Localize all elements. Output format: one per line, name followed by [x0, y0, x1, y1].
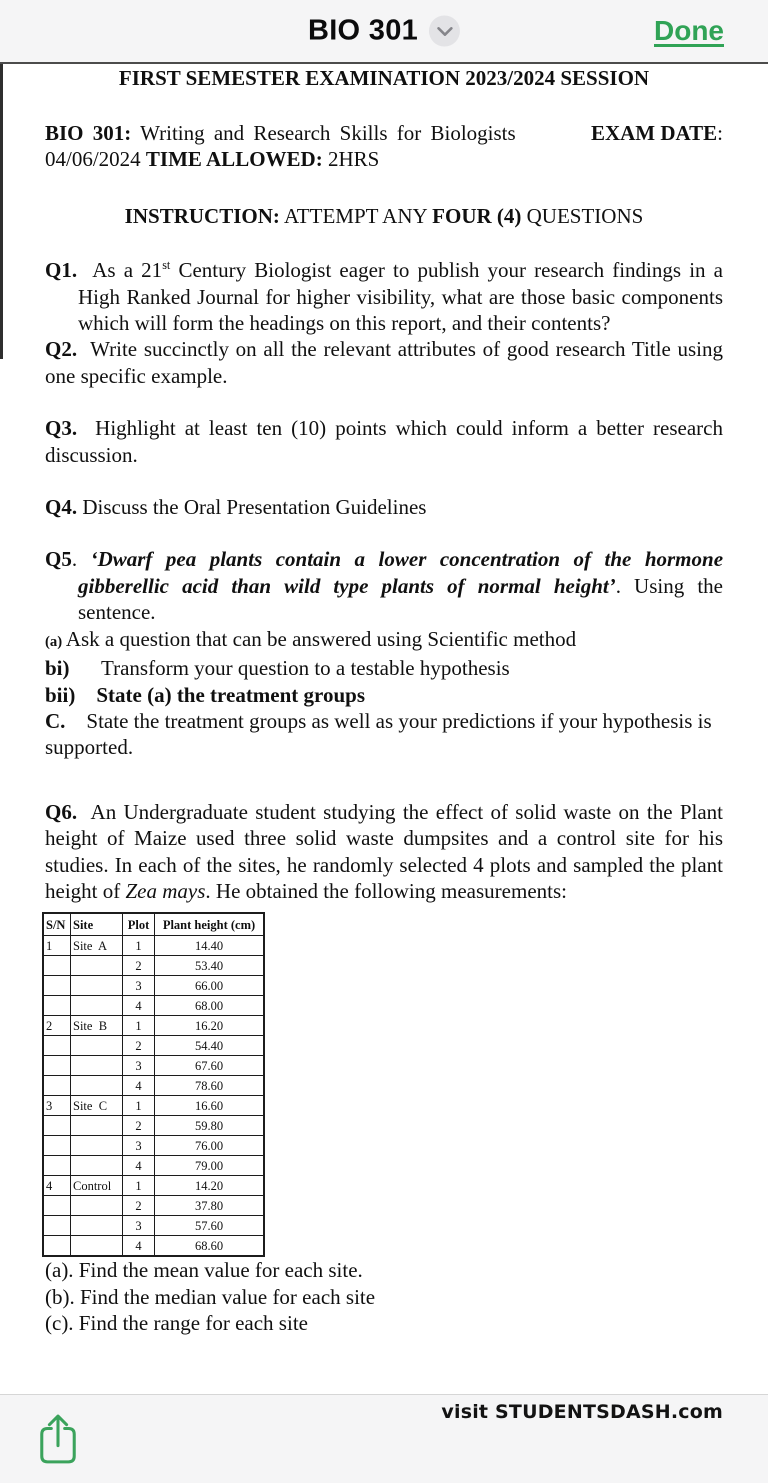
table-cell: 3	[43, 1096, 71, 1116]
question-5: Q5. ‘Dwarf pea plants contain a lower concentration of the hormone gibberellic acid than wild type plants of normal height’. Using the sentence.	[45, 547, 724, 625]
table-row	[43, 956, 264, 976]
table-cell: 1	[123, 1016, 155, 1036]
table-row	[43, 996, 264, 1016]
document-body-top	[45, 66, 723, 904]
table-cell: 59.80	[155, 1116, 265, 1136]
subquestion-a: (a). Find the mean value for each site.	[45, 1258, 363, 1283]
table-cell	[71, 1156, 123, 1176]
table-cell	[71, 1116, 123, 1136]
table-cell	[43, 1076, 71, 1096]
table-cell: 57.60	[155, 1216, 265, 1236]
table-cell: 16.60	[155, 1096, 265, 1116]
document-body-bottom	[45, 1257, 723, 1336]
bottom-bar	[0, 1394, 768, 1483]
table-cell	[71, 1036, 123, 1056]
table-cell: 14.20	[155, 1176, 265, 1196]
table-row	[43, 1036, 264, 1056]
table-cell: Site C	[71, 1096, 123, 1116]
table-cell: 1	[123, 936, 155, 956]
table-cell	[71, 1196, 123, 1216]
table-cell	[71, 996, 123, 1016]
table-row	[43, 936, 264, 956]
table-cell: 4	[43, 1176, 71, 1196]
question-2: Q2. Write succinctly on all the relevant attributes of good research Title using one specific example.	[45, 337, 723, 388]
course-info-line-2: 04/06/2024 TIME ALLOWED: 2HRS	[45, 147, 380, 172]
promo-text: visit STUDENTSDASH.com	[441, 1401, 723, 1423]
table-cell: 66.00	[155, 976, 265, 996]
table-cell	[43, 1156, 71, 1176]
subquestion-b: (b). Find the median value for each site	[45, 1284, 376, 1309]
table-cell: Control	[71, 1176, 123, 1196]
table-cell: 2	[123, 1116, 155, 1136]
table-row	[43, 1116, 264, 1136]
top-bar	[0, 0, 768, 62]
instruction-line: INSTRUCTION: ATTEMPT ANY FOUR (4) QUESTIONS	[124, 203, 644, 228]
exam-title: FIRST SEMESTER EXAMINATION 2023/2024 SESSION	[118, 66, 650, 90]
table-cell: 67.60	[155, 1056, 265, 1076]
table-header-cell: Site	[71, 913, 123, 936]
table-cell: 37.80	[155, 1196, 265, 1216]
table-cell	[43, 1196, 71, 1216]
table-cell	[43, 1236, 71, 1257]
table-cell: 79.00	[155, 1156, 265, 1176]
question-5c: C. State the treatment groups as well as your predictions if your hypothesis is supported.	[45, 708, 712, 760]
table-cell: 4	[123, 1156, 155, 1176]
table-cell: 1	[123, 1096, 155, 1116]
done-button[interactable]: Done	[654, 15, 724, 46]
table-cell	[71, 1236, 123, 1257]
table-row	[43, 1076, 264, 1096]
table-cell: 3	[123, 1056, 155, 1076]
question-6: Q6. An Undergraduate student studying the effect of solid waste on the Plant height of Maize used three solid waste dumpsites and a control site for his studies. In each of the sites, he randomly selected 4 plots and sampled the plant height of Zea mays. He obtained the following measurements:	[45, 799, 723, 903]
question-3: Q3. Highlight at least ten (10) points which could inform a better research discussion.	[45, 416, 723, 467]
document-page[interactable]	[0, 62, 768, 1394]
page-title: BIO 301	[307, 14, 419, 47]
table-cell	[43, 996, 71, 1016]
table-cell	[43, 1216, 71, 1236]
table-cell	[71, 1216, 123, 1236]
table-row	[43, 1096, 264, 1116]
question-5a: (a) Ask a question that can be answered using Scientific method	[45, 626, 577, 651]
table-cell: 2	[123, 956, 155, 976]
table-cell: 3	[123, 1216, 155, 1236]
table-row	[43, 1016, 264, 1036]
table-cell: 4	[123, 996, 155, 1016]
table-cell: 16.20	[155, 1016, 265, 1036]
course-info-line-1: BIO 301: Writing and Research Skills for Biologists EXAM DATE:	[45, 121, 723, 145]
table-cell: 14.40	[155, 936, 265, 956]
table-cell	[71, 1076, 123, 1096]
question-5bi: bi) Transform your question to a testable hypothesis	[45, 656, 510, 681]
table-cell	[43, 1036, 71, 1056]
table-row	[43, 1236, 264, 1257]
table-cell: 1	[123, 1176, 155, 1196]
share-button[interactable]	[37, 1411, 79, 1467]
table-cell: 2	[43, 1016, 71, 1036]
share-icon	[37, 1411, 79, 1467]
table-cell	[43, 1056, 71, 1076]
table-row	[43, 1216, 264, 1236]
table-cell	[71, 1056, 123, 1076]
table-cell: 76.00	[155, 1136, 265, 1156]
table-cell: 1	[43, 936, 71, 956]
table-cell: 3	[123, 1136, 155, 1156]
question-4: Q4. Discuss the Oral Presentation Guidelines	[45, 495, 427, 520]
table-cell: 53.40	[155, 956, 265, 976]
table-header-row	[43, 913, 264, 936]
title-dropdown-button[interactable]	[429, 16, 460, 47]
table-row	[43, 1056, 264, 1076]
table-cell	[43, 956, 71, 976]
table-row	[43, 976, 264, 996]
table-cell: 2	[123, 1196, 155, 1216]
table-cell: 4	[123, 1076, 155, 1096]
table-cell: 54.40	[155, 1036, 265, 1056]
table-cell	[71, 1136, 123, 1156]
table-row	[43, 1196, 264, 1216]
question-5bii: bii) State (a) the treatment groups	[45, 682, 366, 707]
table-cell: 68.60	[155, 1236, 265, 1257]
subquestion-c: (c). Find the range for each site	[45, 1311, 308, 1336]
measurements-table	[42, 912, 265, 1257]
table-row	[43, 1176, 264, 1196]
question-1: Q1. As a 21st Century Biologist eager to publish your research findings in a High Ranked Journal for higher visibility, what are those basic components which will form the headings on this report, and their contents?	[45, 258, 724, 336]
table-cell	[43, 976, 71, 996]
table-cell: 3	[123, 976, 155, 996]
scan-edge-artifact	[0, 64, 3, 359]
table-header-cell: S/N	[43, 913, 71, 936]
table-row	[43, 1136, 264, 1156]
chevron-down-icon	[437, 26, 453, 36]
document-title-group	[308, 15, 460, 48]
table-cell	[71, 976, 123, 996]
table-cell	[43, 1136, 71, 1156]
table-cell: Site B	[71, 1016, 123, 1036]
table-cell: 2	[123, 1036, 155, 1056]
table-cell: 68.00	[155, 996, 265, 1016]
table-cell: 78.60	[155, 1076, 265, 1096]
table-cell	[43, 1116, 71, 1136]
table-header-cell: Plant height (cm)	[155, 913, 265, 936]
table-cell	[71, 956, 123, 976]
table-header-cell: Plot	[123, 913, 155, 936]
table-row	[43, 1156, 264, 1176]
table-cell: Site A	[71, 936, 123, 956]
table-cell: 4	[123, 1236, 155, 1257]
